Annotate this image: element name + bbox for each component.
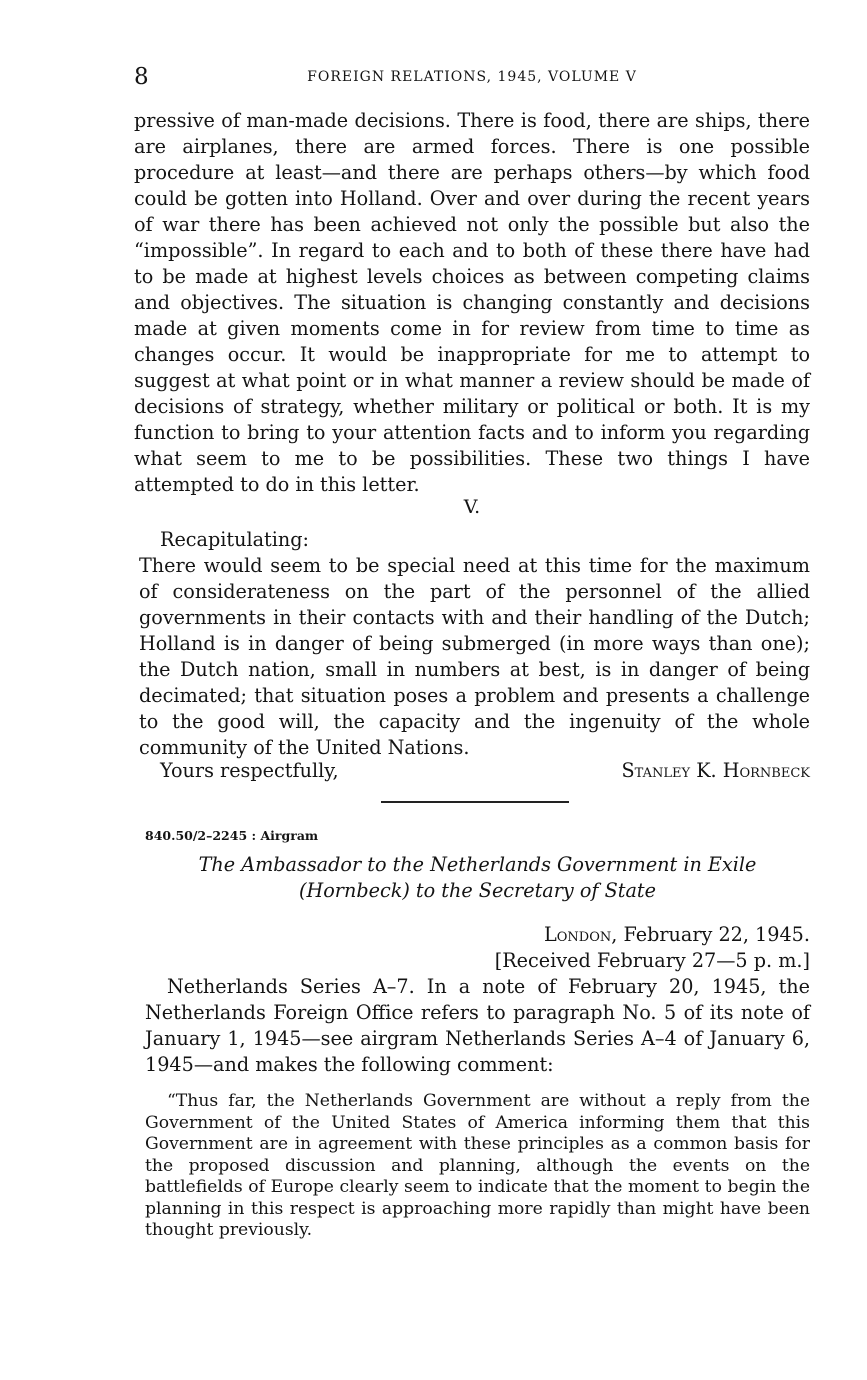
signature: Stanley K. Hornbeck: [621, 759, 810, 782]
airgram-paragraph-block: [145, 974, 810, 1078]
page-number: 8: [134, 64, 149, 90]
document-title-line-2: (Hornbeck) to the Secretary of State: [299, 879, 656, 902]
airgram-paragraph: Netherlands Series A–7. In a note of February 20, 1945, the Netherlands Foreign Office refers to paragraph No. 5 of its note of January 1, 1945—see airgram Netherlands Series A–4 of January 6, 1945—and makes the following comment:: [145, 975, 810, 1076]
dateline-received: [Received February 27—5 p. m.]: [494, 949, 810, 972]
dateline-date: , February 22, 1945.: [611, 923, 810, 946]
dateline-place: London: [544, 923, 612, 946]
continuation-paragraph: pressive of man-made decisions. There is food, there are ships, there are airplanes, there are armed forces. There is one possible procedure at least—and there are perhaps others—by which food could be gotten into Holland. Over and over during the recent years of war there has been achieved not only the possible but also the “impossible”. In regard to each and to both of these there have had to be made at highest levels choices as between competing claims and objectives. The situation is changing constantly and decisions made at given moments come in for review from time to time as changes occur. It would be inappropriate for me to attempt to suggest at what point or in what manner a review should be made of decisions of strategy, whether military or political or both. It is my function to bring to your attention facts and to inform you regarding what seem to me to be possibilities. These two things I have attempted to do in this letter.: [134, 109, 810, 496]
running-title: FOREIGN RELATIONS, 1945, VOLUME V: [307, 69, 637, 85]
quotation-block: [145, 1091, 810, 1242]
dateline: [495, 922, 810, 974]
running-head: [134, 64, 810, 90]
section-divider: [381, 801, 569, 803]
section-heading: V.: [463, 496, 481, 518]
recapitulation-paragraph-block: [139, 553, 810, 761]
dateline-sent: [495, 922, 810, 948]
file-reference: 840.50/2–2245 : Airgram: [145, 828, 319, 843]
continuation-paragraph-block: [134, 108, 810, 498]
quotation-paragraph: “Thus far, the Netherlands Government are without a reply from the Government of the United States of America informing them that this Government are in agreement with these principles as a common basis for the proposed discussion and planning, although the events on the battlefields of Europe clearly seem to indicate that the moment to begin the planning in this respect is approaching more rapidly than might have been thought previously.: [145, 1091, 810, 1240]
complimentary-close: Yours respectfully,: [160, 759, 339, 782]
recapitulation-paragraph: There would seem to be special need at this time for the maximum of considerateness on the part of the personnel of the allied governments in their contacts with and their handling of the Dutch; Holland is in danger of being submerged (in more ways than one); the Dutch nation, small in numbers at best, is in danger of being decimated; that situation poses a problem and presents a challenge to the good will, the capacity and the ingenuity of the whole community of the United Nations.: [139, 554, 810, 759]
document-title-line-1: The Ambassador to the Netherlands Government in Exile: [198, 853, 757, 876]
recapitulating-label: Recapitulating:: [160, 528, 310, 551]
document-title: [145, 852, 810, 904]
